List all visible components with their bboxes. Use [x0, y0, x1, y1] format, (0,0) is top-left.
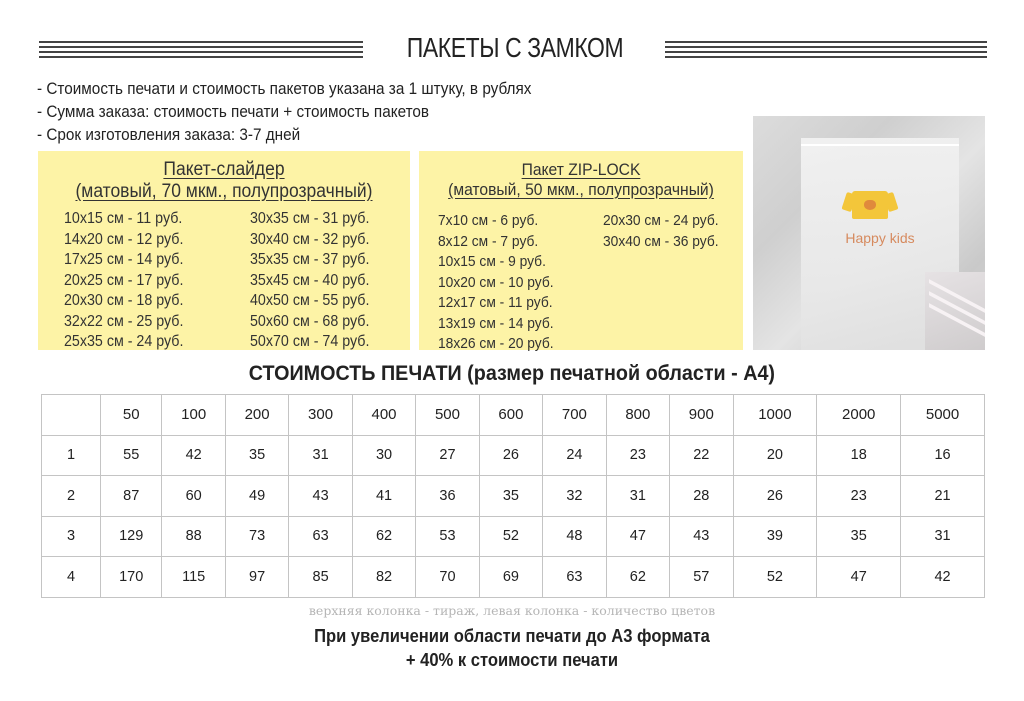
table-cell: 87	[101, 476, 162, 517]
zip-lock-prices-col2	[603, 211, 729, 252]
price-item: 32x22 см - 25 руб.	[64, 312, 184, 330]
corner-cell	[42, 395, 101, 436]
column-header: 50	[101, 395, 162, 436]
price-item: 30x40 см - 32 руб.	[250, 230, 370, 248]
table-cell: 35	[479, 476, 542, 517]
table-cell: 129	[101, 516, 162, 557]
note-item: - Сумма заказа: стоимость печати + стоимость пакетов	[37, 102, 430, 121]
product-photo	[753, 116, 985, 350]
table-cell: 22	[670, 435, 733, 476]
column-header: 400	[352, 395, 415, 436]
zip-lock-bag-title: Пакет ZIP-LOCK (матовый, 50 мкм., полупрозрачный)	[448, 160, 714, 199]
table-cell: 115	[162, 557, 225, 598]
column-header: 5000	[901, 395, 985, 436]
table-cell: 36	[416, 476, 479, 517]
brand-text: Happy kids	[845, 230, 915, 246]
table-row	[42, 516, 985, 557]
table-row	[42, 435, 985, 476]
note-item: - Стоимость печати и стоимость пакетов указана за 1 штуку, в рублях	[37, 79, 532, 98]
table-row	[42, 476, 985, 517]
decorative-rules-left	[39, 41, 363, 57]
print-cost-table	[41, 394, 985, 598]
a3-surcharge-note	[0, 624, 1024, 672]
table-cell: 32	[543, 476, 606, 517]
table-cell: 48	[543, 516, 606, 557]
table-cell: 18	[817, 435, 901, 476]
table-cell: 23	[817, 476, 901, 517]
row-header: 3	[42, 516, 101, 557]
table-cell: 31	[606, 476, 669, 517]
table-cell: 85	[289, 557, 352, 598]
column-header: 300	[289, 395, 352, 436]
column-header: 100	[162, 395, 225, 436]
price-item: 20x30 см - 24 руб.	[603, 212, 719, 229]
table-cell: 49	[225, 476, 288, 517]
table-cell: 43	[289, 476, 352, 517]
table-cell: 41	[352, 476, 415, 517]
row-header: 4	[42, 557, 101, 598]
table-cell: 52	[733, 557, 817, 598]
zip-lock-bag-price-box	[419, 151, 743, 350]
table-cell: 21	[901, 476, 985, 517]
table-cell: 63	[543, 557, 606, 598]
price-item: 40x50 см - 55 руб.	[250, 292, 370, 309]
table-cell: 70	[416, 557, 479, 598]
decorative-rules-right	[665, 41, 987, 57]
stacked-bags-inset	[925, 272, 985, 350]
table-header-row	[42, 395, 985, 436]
price-item: 20x25 см - 17 руб.	[64, 271, 184, 289]
price-item: 13x19 см - 14 руб.	[438, 314, 554, 332]
price-item: 35x45 см - 40 руб.	[250, 271, 370, 289]
slider-bag-prices-col1	[64, 209, 194, 353]
table-cell: 42	[901, 557, 985, 598]
table-cell: 60	[162, 476, 225, 517]
column-header: 800	[606, 395, 669, 436]
price-item: 12x17 см - 11 руб.	[438, 294, 553, 311]
table-cell: 97	[225, 557, 288, 598]
price-item: 10x20 см - 10 руб.	[438, 273, 554, 291]
price-item: 14x20 см - 12 руб.	[64, 230, 184, 248]
table-cell: 23	[606, 435, 669, 476]
price-item: 25x35 см - 24 руб.	[64, 333, 184, 350]
slider-bag-title: Пакет-слайдер (матовый, 70 мкм., полупрозрачный)	[75, 159, 373, 202]
row-header: 2	[42, 476, 101, 517]
table-cell: 28	[670, 476, 733, 517]
table-cell: 24	[543, 435, 606, 476]
table-cell: 73	[225, 516, 288, 557]
table-cell: 47	[606, 516, 669, 557]
table-cell: 57	[670, 557, 733, 598]
table-cell: 52	[479, 516, 542, 557]
price-item: 35x35 см - 37 руб.	[250, 251, 370, 268]
price-item: 8x12 см - 7 руб.	[438, 232, 539, 250]
price-item: 17x25 см - 14 руб.	[64, 251, 184, 268]
column-header: 700	[543, 395, 606, 436]
price-item: 30x35 см - 31 руб.	[250, 210, 370, 227]
price-item: 10x15 см - 9 руб.	[438, 253, 546, 270]
table-cell: 31	[289, 435, 352, 476]
table-cell: 26	[479, 435, 542, 476]
slider-bag-price-box	[38, 151, 410, 350]
price-item: 20x30 см - 18 руб.	[64, 292, 184, 309]
table-cell: 20	[733, 435, 817, 476]
zip-lock-prices-col1	[438, 211, 564, 355]
table-cell: 31	[901, 516, 985, 557]
fox-face-icon	[864, 200, 876, 210]
footnote-line: + 40% к стоимости печати	[405, 650, 619, 670]
print-cost-title: СТОИМОСТЬ ПЕЧАТИ (размер печатной области - А4)	[248, 362, 776, 385]
table-cell: 62	[606, 557, 669, 598]
table-legend: верхняя колонка - тираж, левая колонка - количество цветов	[308, 603, 716, 618]
table-cell: 27	[416, 435, 479, 476]
column-header: 600	[479, 395, 542, 436]
table-cell: 82	[352, 557, 415, 598]
title-row	[0, 30, 1024, 66]
price-item: 18x26 см - 20 руб.	[438, 335, 554, 352]
table-cell: 63	[289, 516, 352, 557]
price-item: 50x60 см - 68 руб.	[250, 312, 370, 330]
price-item: 7x10 см - 6 руб.	[438, 212, 539, 229]
column-header: 1000	[733, 395, 817, 436]
price-item: 10x15 см - 11 руб.	[64, 210, 183, 227]
note-item: - Срок изготовления заказа: 3-7 дней	[37, 125, 301, 144]
column-header: 2000	[817, 395, 901, 436]
table-cell: 43	[670, 516, 733, 557]
table-cell: 47	[817, 557, 901, 598]
table-cell: 88	[162, 516, 225, 557]
price-item: 30x40 см - 36 руб.	[603, 232, 719, 250]
table-cell: 62	[352, 516, 415, 557]
table-cell: 35	[225, 435, 288, 476]
zipper-line	[801, 144, 959, 146]
column-header: 200	[225, 395, 288, 436]
table-cell: 53	[416, 516, 479, 557]
table-cell: 30	[352, 435, 415, 476]
table-cell: 35	[817, 516, 901, 557]
column-header: 500	[416, 395, 479, 436]
table-cell: 170	[101, 557, 162, 598]
column-header: 900	[670, 395, 733, 436]
notes-list	[37, 77, 586, 146]
table-cell: 69	[479, 557, 542, 598]
table-cell: 39	[733, 516, 817, 557]
table-cell: 42	[162, 435, 225, 476]
footnote-line: При увеличении области печати до А3 формата	[314, 626, 710, 646]
page-title: ПАКЕТЫ С ЗАМКОМ	[406, 32, 624, 63]
table-row	[42, 557, 985, 598]
slider-bag-prices-col2	[250, 209, 380, 353]
table-cell: 16	[901, 435, 985, 476]
price-item: 50x70 см - 74 руб.	[250, 333, 370, 350]
table-cell: 55	[101, 435, 162, 476]
table-cell: 26	[733, 476, 817, 517]
row-header: 1	[42, 435, 101, 476]
